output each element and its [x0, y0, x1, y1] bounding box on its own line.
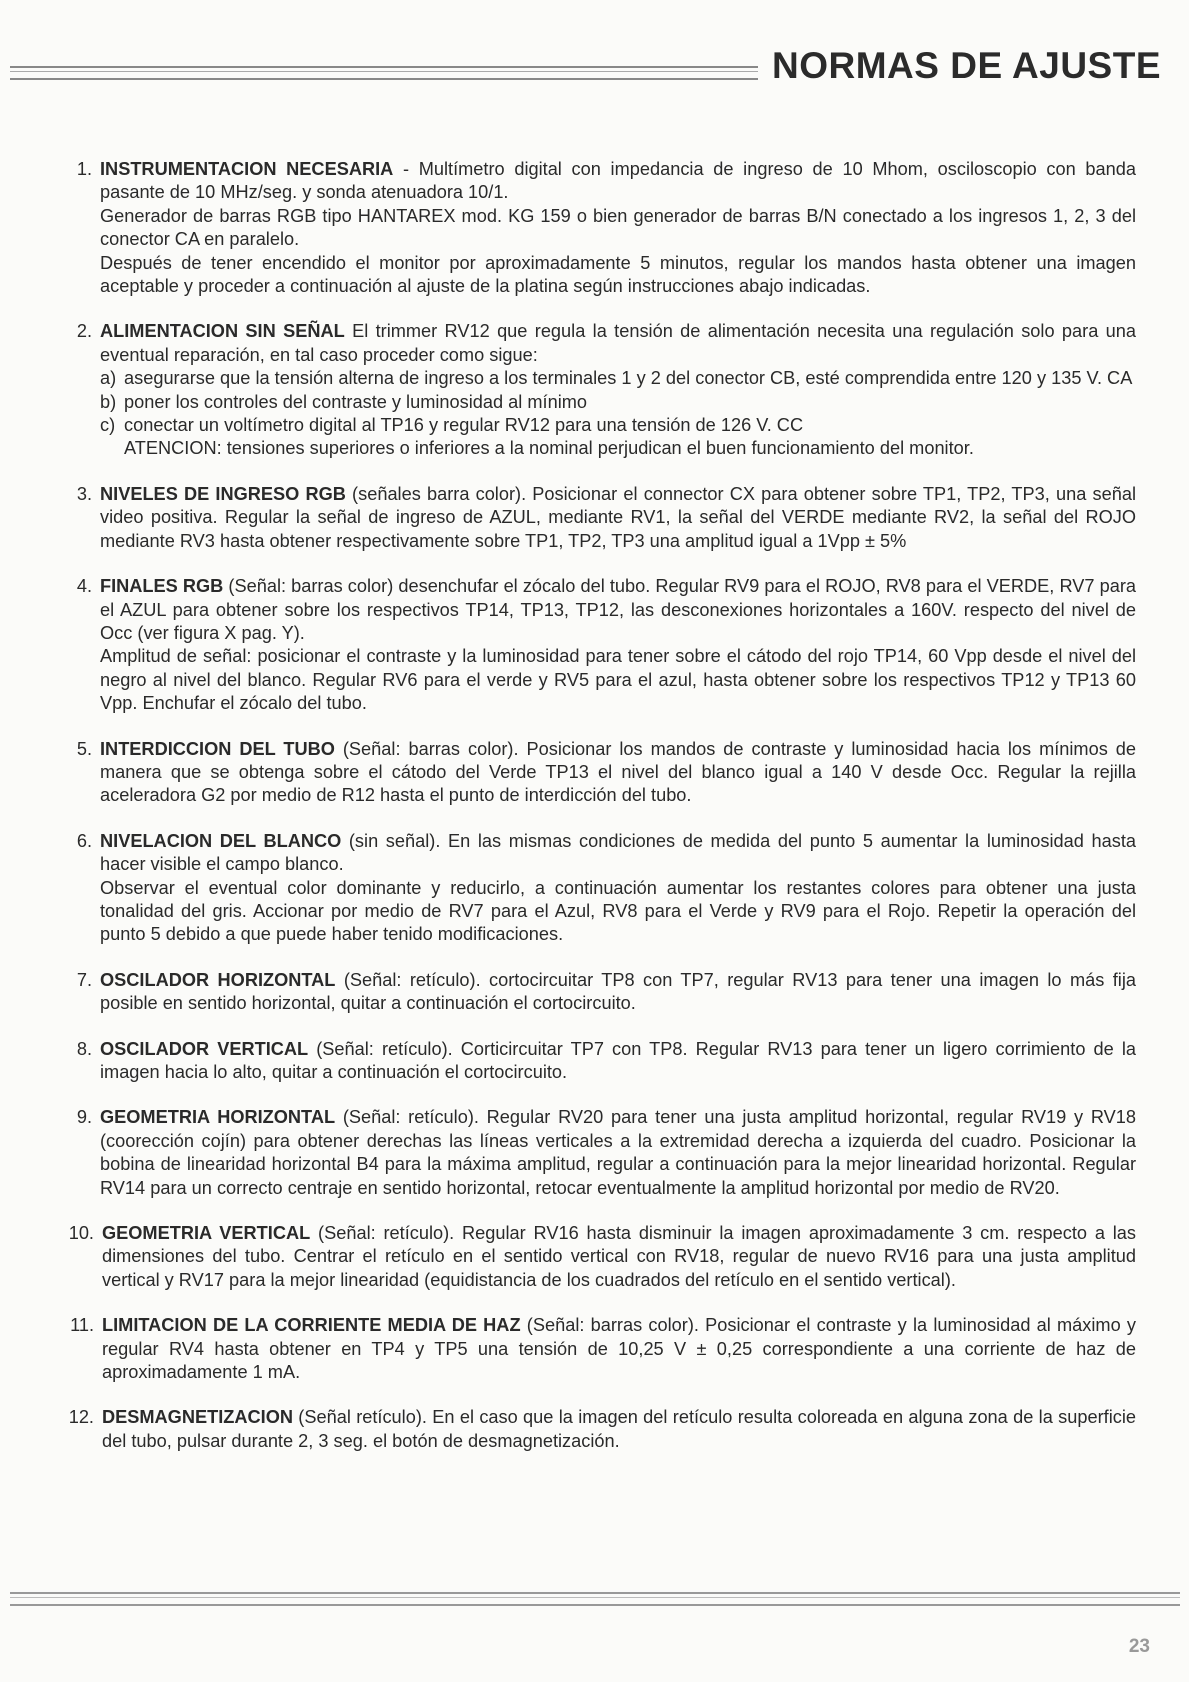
list-item	[66, 969, 1136, 1016]
sub-item	[100, 414, 1136, 437]
item-text: (señales barra color). Posicionar el connector CX para obtener sobre TP1, TP2, TP3, una señal video positiva. Regular la señal de ingreso de AZUL, mediante RV1, la señal del VERDE mediante RV2, la señal del ROJO mediante RV3 hasta obtener respectivamente sobre TP1, TP2, TP3 una amplitud igual a 1Vpp ± 5%	[100, 483, 1136, 551]
item-heading: NIVELACION DEL BLANCO	[100, 830, 342, 851]
item-number: 7.	[76, 969, 92, 990]
item-number: 8.	[76, 1038, 92, 1059]
item-number: 3.	[76, 483, 92, 504]
list-item	[66, 738, 1136, 808]
item-paragraph: Generador de barras RGB tipo HANTAREX mod. KG 159 o bien generador de barras B/N conectado a los ingresos 1, 2, 3 del conector CA en paralelo.	[100, 205, 1136, 250]
header-rule	[10, 66, 758, 80]
item-heading: DESMAGNETIZACION	[102, 1407, 293, 1428]
list-item	[66, 1314, 1136, 1384]
sub-item-letter: a)	[100, 368, 117, 389]
item-text: (sin señal). En las mismas condiciones de medida del punto 5 aumentar la luminosidad hasta hacer visible el campo blanco.	[100, 830, 1136, 875]
item-number: 9.	[76, 1107, 92, 1128]
item-paragraph: Después de tener encendido el monitor por aproximadamente 5 minutos, regular los mandos hasta obtener una imagen aceptable y proceder a continuación al ajuste de la platina según instrucciones abajo indicadas.	[100, 252, 1136, 297]
item-text: (Señal: retículo). Corticircuitar TP7 con TP8. Regular RV13 para tener un ligero corrimiento de la imagen hacia lo alto, quitar a continuación el cortocircuito.	[100, 1038, 1137, 1082]
list-item	[66, 1038, 1136, 1085]
item-text: (Señal: barras color). Posicionar los mandos de contraste y luminosidad hacia los mínimos de manera que se obtenga sobre el cátodo del Verde TP13 el nivel del blanco igual a 140 V desde Occ. Regular la rejilla aceleradora G2 por medio de R12 hasta el punto de interdicción del tubo.	[100, 738, 1137, 806]
item-number: 2.	[76, 321, 92, 342]
item-text: (Señal: barras color). Posicionar el contraste y la luminosidad al máximo y regular RV4 hasta obtener en TP4 y TP5 una tensión de 10,25 V ± 0,25 correspondiente a una corriente de haz de aproximadamente 1 mA.	[102, 1315, 1137, 1383]
warning-note: ATENCION: tensiones superiores o inferiores a la nominal perjudican el buen funcionamiento del monitor.	[124, 438, 974, 459]
sub-item-text: conectar un voltímetro digital al TP16 y regular RV12 para una tensión de 126 V. CC	[124, 415, 804, 436]
list-item	[66, 483, 1136, 553]
list-item	[66, 1406, 1136, 1453]
sub-item-letter: c)	[100, 415, 116, 436]
item-text: (Señal: retículo). Regular RV20 para tener una justa amplitud horizontal, regular RV19 y RV18 (coorección cojín) para obtener derechas las líneas verticales a la extremidad derecha a izquierda del cuadro. Posicionar la bobina de linearidad horizontal B4 para la máxima amplitud, regular a continuación para la mejor linearidad horizontal. Regular RV14 para un correcto centraje en sentido horizontal, retocar eventualmente la amplitud horizontal por medio de RV20.	[100, 1107, 1136, 1198]
footer-rule	[10, 1592, 1180, 1606]
item-number: 10.	[68, 1223, 94, 1244]
item-text: (Señal retículo). En el caso que la imagen del retículo resulta coloreada en alguna zona de la superficie del tubo, pulsar durante 2, 3 seg. el botón de desmagnetización.	[102, 1407, 1136, 1451]
page-title: NORMAS DE AJUSTE	[772, 45, 1162, 86]
item-heading: OSCILADOR HORIZONTAL	[100, 969, 336, 990]
adjustment-list	[66, 158, 1136, 1475]
sub-item	[100, 367, 1136, 390]
list-item	[66, 158, 1136, 298]
item-paragraph: Amplitud de señal: posicionar el contraste y la luminosidad para tener sobre el cátodo del rojo TP14, 60 Vpp desde el nivel del negro al nivel del blanco. Regular RV6 para el verde y RV5 para el azul, hasta obtener sobre los respectivos TP12 y TP13 60 Vpp. Enchufar el zócalo del tubo.	[100, 646, 1136, 714]
item-number: 6.	[76, 830, 92, 851]
item-heading: OSCILADOR VERTICAL	[100, 1038, 309, 1059]
item-number: 12.	[68, 1407, 94, 1428]
item-number: 11.	[70, 1315, 94, 1336]
page-number: 23	[1128, 1636, 1150, 1657]
item-number: 1.	[76, 159, 92, 179]
list-item	[66, 1106, 1136, 1200]
item-heading: LIMITACION DE LA CORRIENTE MEDIA DE HAZ	[102, 1315, 521, 1336]
item-number: 5.	[76, 738, 92, 759]
item-heading: FINALES RGB	[100, 576, 224, 597]
list-item	[66, 1222, 1136, 1292]
item-text: (Señal: retículo). Regular RV16 hasta disminuir la imagen aproximadamente 3 cm. respecto a las dimensiones del tubo. Centrar el retículo en el sentido vertical con RV18, regular de nuevo RV16 para una justa amplitud vertical y RV17 para la mejor linearidad (equidistancia de los cuadrados del retículo en el sentido vertical).	[102, 1223, 1136, 1290]
item-heading: GEOMETRIA HORIZONTAL	[100, 1107, 336, 1128]
item-number: 4.	[76, 576, 92, 597]
item-heading: GEOMETRIA VERTICAL	[102, 1223, 311, 1244]
item-heading: ALIMENTACION SIN SEÑAL	[100, 321, 345, 342]
item-text: El trimmer RV12 que regula la tensión de alimentación necesita una regulación solo para una eventual reparación, en tal caso proceder como sigue:	[100, 321, 1137, 365]
sub-item-text: poner los controles del contraste y luminosidad al mínimo	[124, 391, 587, 412]
item-heading: INSTRUMENTACION NECESARIA	[100, 159, 394, 179]
item-heading: INTERDICCION DEL TUBO	[100, 738, 335, 759]
sub-item-text: asegurarse que la tensión alterna de ingreso a los terminales 1 y 2 del conector CB, esté comprendida entre 120 y 135 V. CA	[124, 368, 1133, 389]
item-text: (Señal: retículo). cortocircuitar TP8 con TP7, regular RV13 para tener una imagen lo más fija posible en sentido horizontal, quitar a continuación el cortocircuito.	[100, 969, 1136, 1014]
item-text: - Multímetro digital con impedancia de ingreso de 10 Mhom, osciloscopio con banda pasante de 10 MHz/seg. y sonda atenuadora 10/1.	[100, 159, 1137, 203]
list-item	[66, 830, 1136, 947]
list-item	[66, 575, 1136, 715]
sub-item	[100, 391, 1136, 414]
item-heading: NIVELES DE INGRESO RGB	[100, 483, 346, 504]
list-item	[66, 320, 1136, 460]
item-paragraph: Observar el eventual color dominante y reducirlo, a continuación aumentar los restantes colores para obtener una justa tonalidad del gris. Accionar por medio de RV7 para el Azul, RV8 para el Verde y RV9 para el Rojo. Repetir la operación del punto 5 debido a que puede haber tenido modificaciones.	[100, 877, 1136, 945]
sub-item-letter: b)	[100, 391, 117, 412]
item-text: (Señal: barras color) desenchufar el zócalo del tubo. Regular RV9 para el ROJO, RV8 para el VERDE, RV7 para el AZUL para obtener sobre los respectivos TP14, TP13, TP12, las desconexiones horizontales a 160V. respecto del nivel de Occ (ver figura X pag. Y).	[100, 576, 1136, 643]
